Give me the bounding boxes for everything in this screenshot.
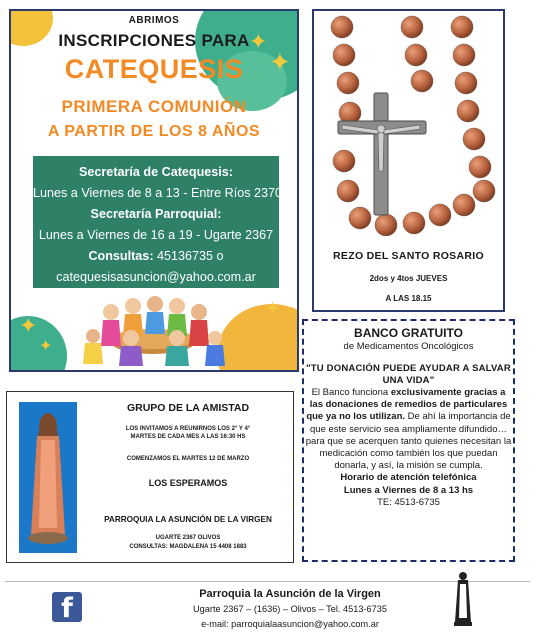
- banco-title: BANCO GRATUITO: [354, 326, 463, 340]
- amistad-panel: [6, 391, 294, 563]
- secretaria-parroquial-label: Secretaría Parroquial:: [90, 207, 222, 221]
- secretaria-parroquial-hours: Lunes a Viernes de 16 a 19 - Ugarte 2367: [38, 228, 274, 242]
- consultas-label: Consultas:: [88, 249, 154, 263]
- children-illustration: [73, 294, 233, 368]
- footer-address: Ugarte 2367 – (1636) – Olivos – Tel. 4513-6735: [193, 604, 387, 614]
- rosary-photo: [314, 11, 503, 236]
- secretaria-catequesis-hours: Lunes a Viernes de 8 a 13 - Entre Ríos 2370: [33, 186, 283, 200]
- banco-horario: Horario de atención telefónica: [340, 472, 477, 484]
- banco-p1-end: De ahí la importancia de que este servicio sea ampliamente difundido…: [310, 411, 511, 435]
- amistad-address: UGARTE 2367 OLIVOS: [155, 535, 221, 541]
- consultas-phone: 45136735 o: [157, 249, 224, 263]
- catequesis-email[interactable]: catequesisasuncion@yahoo.com.ar: [56, 270, 256, 284]
- banco-p1-start: El Banco funciona: [311, 387, 391, 398]
- sparkle-icon: ✦: [265, 298, 281, 318]
- sparkle-icon: ✦: [249, 29, 268, 54]
- catequesis-panel: [9, 9, 299, 372]
- footer-email[interactable]: e-mail: parroquialaasuncion@yahoo.com.ar: [201, 619, 379, 629]
- decorative-blob: [9, 313, 67, 372]
- secretaria-catequesis-label: Secretaría de Catequesis:: [79, 165, 233, 179]
- banco-panel: [302, 319, 515, 562]
- amistad-consultas: CONSULTAS: MAGDALENA 15 4408 1883: [129, 544, 247, 550]
- age-heading: A PARTIR DE LOS 8 AÑOS: [47, 123, 261, 140]
- amistad-parroquia: PARROQUIA LA ASUNCIÓN DE LA VIRGEN: [104, 515, 272, 524]
- virgin-silhouette-icon: [452, 570, 474, 628]
- banco-subtitle: de Medicamentos Oncológicos: [343, 341, 474, 352]
- sparkle-icon: ✦: [19, 313, 38, 338]
- banco-p1-bold: exclusivamente gracias a las donaciones de remedios de particulares que ya no los utilizan.: [306, 387, 508, 423]
- virgin-statue-image: [19, 402, 77, 553]
- consultas-line: [33, 246, 279, 267]
- rosario-title: REZO DEL SANTO ROSARIO: [333, 250, 484, 262]
- inscripciones-heading: INSCRIPCIONES PARA: [58, 31, 250, 50]
- amistad-contact: [85, 534, 291, 552]
- banco-quote: "TU DONACIÓN PUEDE AYUDAR A SALVAR UNA VIDA": [306, 363, 511, 386]
- rosario-time: A LAS 18.15: [385, 294, 432, 303]
- amistad-esperamos: LOS ESPERAMOS: [148, 478, 228, 488]
- rosario-panel: [312, 9, 505, 312]
- banco-paragraph-1: [304, 387, 513, 436]
- amistad-start: COMENZAMOS EL MARTES 12 DE MARZO: [126, 456, 250, 462]
- banco-telefono: TE: 4513-6735: [377, 496, 440, 508]
- catequesis-title: CATEQUESIS: [64, 54, 244, 84]
- footer-parish-name: Parroquia la Asunción de la Virgen: [199, 588, 381, 600]
- abrimos-label: ABRIMOS: [128, 15, 180, 26]
- rosario-days: 2dos y 4tos JUEVES: [369, 274, 448, 283]
- amistad-invite: LOS INVITAMOS A REUNIRNOS LOS 2° Y 4° MARTES DE CADA MES A LAS 16:30 HS: [125, 426, 251, 440]
- banco-dias: Lunes a Viernes de 8 a 13 hs: [343, 484, 474, 496]
- sparkle-icon: ✦: [269, 47, 291, 77]
- sparkle-icon: ✦: [39, 338, 53, 355]
- primera-comunion-heading: PRIMERA COMUNIÓN: [61, 97, 247, 116]
- banco-paragraph-2: para que se acerquen tanto quienes necesitan la medicación como también los que puedan donarla, y así, la misión se cumpla.: [305, 435, 512, 472]
- facebook-icon[interactable]: f: [52, 592, 82, 622]
- secretaria-info-box: [33, 156, 283, 288]
- amistad-title: GRUPO DE LA AMISTAD: [126, 402, 250, 414]
